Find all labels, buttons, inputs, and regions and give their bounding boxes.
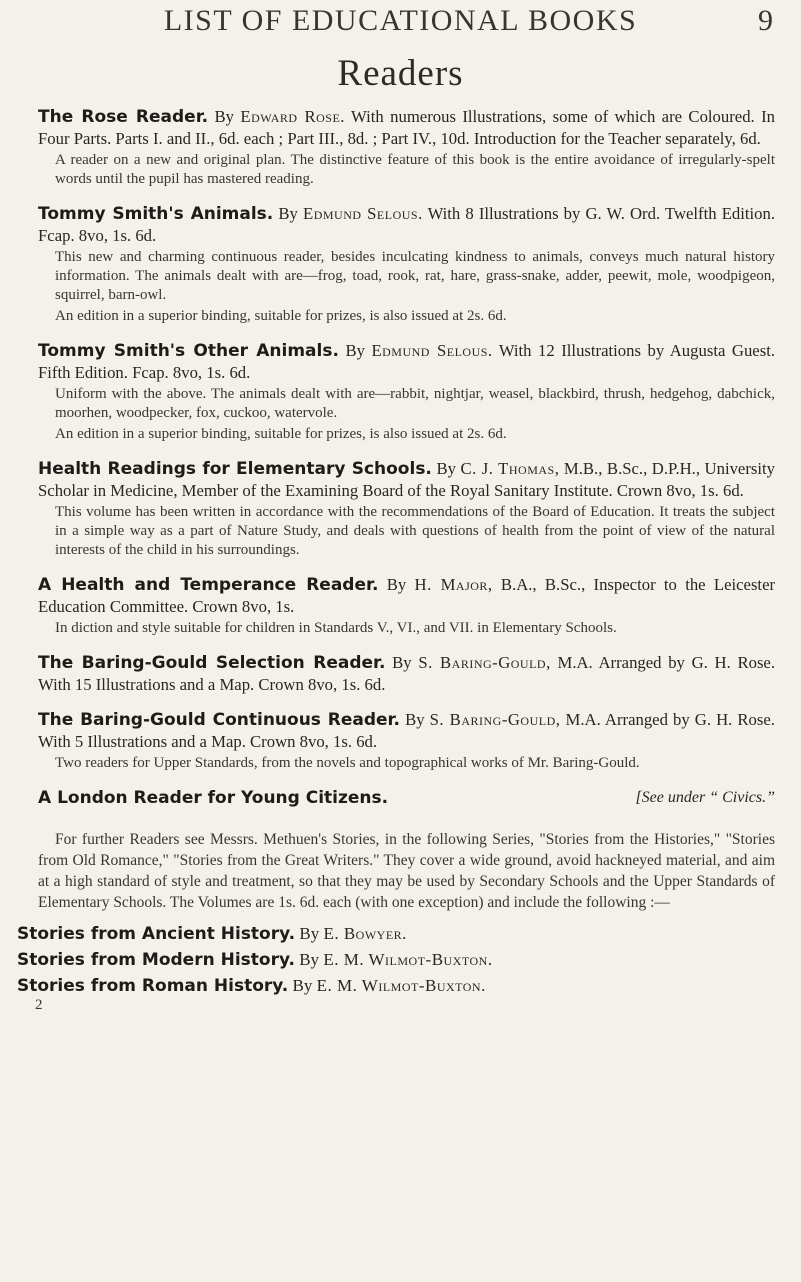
entry-heading (38, 787, 775, 809)
book-details: M.B., B.Sc., D.P.H., University Scholar in Medicine, Member of the Examining Board of the Royal Sanitary Institute. Crown 8vo, 1s. 6d. (38, 459, 775, 500)
stories-list (17, 921, 775, 999)
further-readers-note: For further Readers see Messrs. Methuen's Stories, in the following Series, "Stories from the Histories," "Stories from Old Romance," "Stories from the Great Writers." They cover a wide ground, avoid hackneyed material, and aim at a high standard of style and treatment, so that they may be used by Secondary Schools and the Upper Standards of Elementary Schools. The Volumes are 1s. 6d. each (with one exception) and include the following :— (38, 831, 775, 911)
book-description: This volume has been written in accordance with the recommendations of the Board of Education. It treats the subject in a simple way as a part of Nature Study, and deals with questions of health from the point of view of the natural interests of the child in his surroundings. (55, 504, 775, 558)
by-label: By (386, 575, 407, 594)
by-label: By (299, 950, 320, 969)
book-title: Tommy Smith's Other Animals. (38, 341, 339, 361)
entry-heading (38, 340, 775, 383)
book-author: C. J. Thomas, (460, 459, 560, 478)
book-details: M.A. Arranged by G. H. Rose. With 5 Illustrations and a Map. Crown 8vo, 1s. 6d. (38, 710, 775, 751)
book-author: S. Baring-Gould, (429, 710, 561, 729)
book-entry (38, 458, 775, 560)
by-label: By (214, 107, 234, 126)
book-entry (38, 574, 776, 638)
book-entry (38, 652, 776, 695)
by-label: By (292, 976, 313, 995)
by-label: By (299, 924, 320, 943)
see-under-reference: [See under “ Civics.” (635, 789, 775, 806)
page-number: 9 (758, 4, 773, 37)
by-label: By (345, 341, 365, 360)
entry-heading (38, 458, 775, 501)
book-description: Uniform with the above. The animals dealt with are—rabbit, nightjar, weasel, blackbird, thrush, hedgehog, dabchick, moorhen, woodpecker, fox, cuckoo, watervole. (55, 386, 775, 421)
book-author: Edmund Selous. (303, 204, 423, 223)
book-details: With 12 Illustrations by Augusta Guest. Fifth Edition. Fcap. 8vo, 1s. 6d. (38, 341, 775, 382)
book-description: In diction and style suitable for children in Standards V., VI., and VII. in Elementary Schools. (55, 620, 617, 636)
book-author: H. Major, (414, 575, 493, 594)
entry-heading (38, 203, 775, 246)
story-title: Stories from Roman History. (17, 976, 289, 996)
book-description: Two readers for Upper Standards, from the novels and topographical works of Mr. Baring-Gould. (55, 755, 640, 771)
running-header (0, 2, 801, 42)
book-author: Edward Rose. (240, 107, 345, 126)
book-description: A reader on a new and original plan. The distinctive feature of this book is the entire avoidance of irregularly-spelt words until the pupil has mastered reading. (55, 152, 775, 187)
story-item (17, 947, 775, 973)
story-title: Stories from Modern History. (17, 950, 295, 970)
book-title: The Baring-Gould Continuous Reader. (38, 710, 400, 730)
book-description: This new and charming continuous reader, besides inculcating kindness to animals, conveys much natural history information. The animals dealt with are—frog, toad, rook, rat, hare, grass-snake, adder, peewit, mole, woodpigeon, squirrel, barn-owl. (55, 249, 775, 303)
by-label: By (392, 653, 412, 672)
book-title: The Rose Reader. (38, 107, 209, 127)
entries-list (17, 106, 776, 1014)
book-entry (38, 203, 776, 326)
entry-heading (38, 574, 775, 617)
by-label: By (436, 459, 456, 478)
cross-reference-entry (38, 787, 775, 809)
book-details: With 8 Illustrations by G. W. Ord. Twelfth Edition. Fcap. 8vo, 1s. 6d. (38, 204, 776, 245)
entry-heading (38, 652, 775, 695)
book-title: The Baring-Gould Selection Reader. (38, 653, 386, 673)
book-title: Tommy Smith's Animals. (38, 204, 274, 224)
story-item (17, 973, 775, 999)
book-extra-note: An edition in a superior binding, suitable for prizes, is also issued at 2s. 6d. (55, 426, 507, 442)
story-author: E. Bowyer. (323, 924, 407, 943)
book-title: Health Readings for Elementary Schools. (38, 459, 432, 479)
book-title: A Health and Temperance Reader. (38, 575, 379, 595)
book-entry (38, 106, 775, 189)
story-author: E. M. Wilmot-Buxton. (316, 976, 486, 995)
by-label: By (278, 204, 298, 223)
book-details: B.A., B.Sc., Inspector to the Leicester Education Committee. Crown 8vo, 1s. (38, 575, 776, 616)
signature-mark: 2 (35, 997, 43, 1013)
book-extra-note: An edition in a superior binding, suitable for prizes, is also issued at 2s. 6d. (55, 308, 507, 324)
book-details: M.A. Arranged by G. H. Rose. With 15 Illustrations and a Map. Crown 8vo, 1s. 6d. (38, 653, 776, 694)
book-author: S. Baring-Gould, (418, 653, 551, 672)
by-label: By (405, 710, 425, 729)
entry-heading (38, 709, 775, 752)
section-title: Readers (337, 53, 464, 94)
book-title: A London Reader for Young Citizens. (38, 788, 389, 808)
book-details: With numerous Illustrations, some of which are Coloured. In Four Parts. Parts I. and II., 6d. each ; Part III., 8d. ; Part IV., 10d. Introduction for the Teacher separately, 6d. (38, 107, 775, 148)
book-author: Edmund Selous. (371, 341, 493, 360)
story-title: Stories from Ancient History. (17, 924, 296, 944)
story-author: E. M. Wilmot-Buxton. (323, 950, 493, 969)
entry-heading (38, 106, 775, 149)
book-entry (38, 340, 775, 444)
running-title: LIST OF EDUCATIONAL BOOKS (163, 4, 638, 37)
book-entry (38, 709, 775, 773)
story-item (17, 921, 775, 947)
